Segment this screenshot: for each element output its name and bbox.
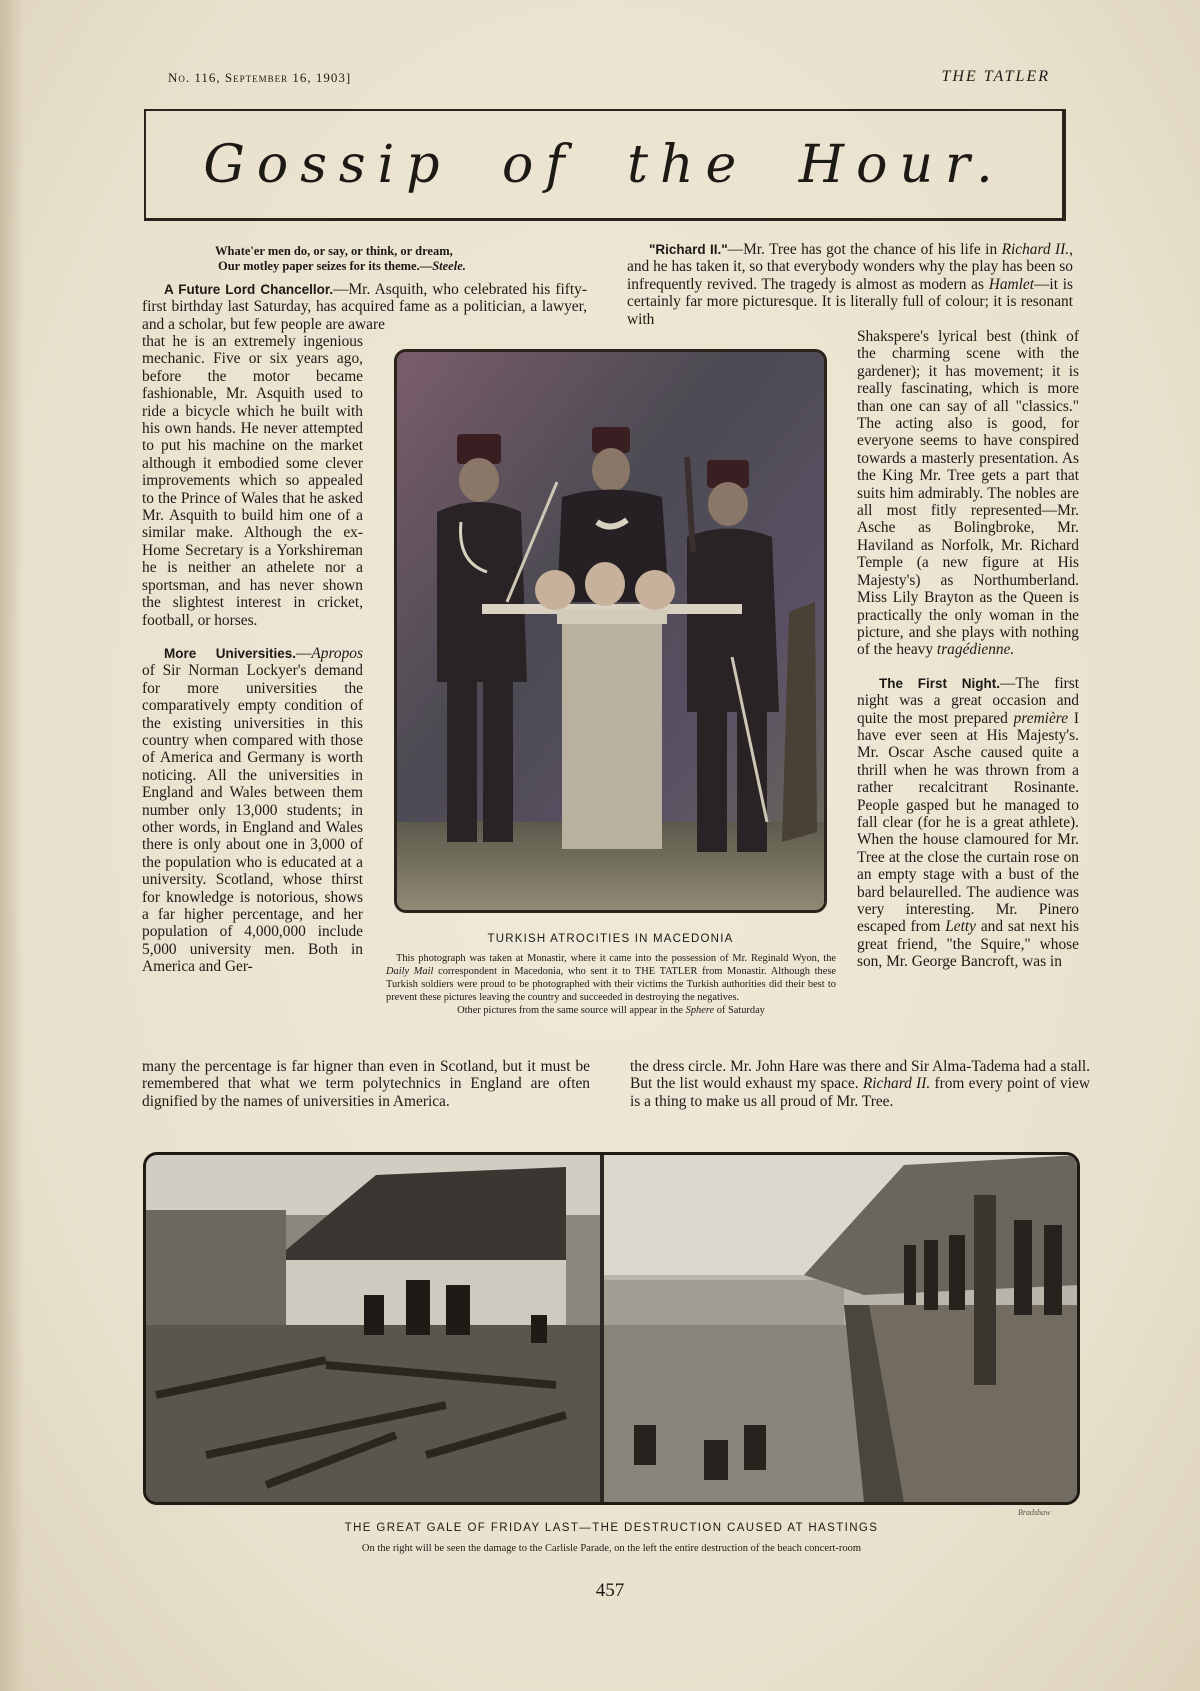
photo-credit: Bradshaw: [1018, 1508, 1051, 1517]
right-article-2: The First Night.—The first night was a great occasion and quite the most prepared première I have ever seen at His Majesty's. Mr. Oscar Asche caused quite a thrill when he was thrown from a rather recalcitrant Rosinante. People gasped but he managed to fall clear (for he is a great athlete). When the house clamoured for Mr. Tree at the close the curtain rose on an empty stage with a bust of the bard belaurelled. The audience was very interesting. Mr. Pinero escaped from Letty and sat next his great friend, "the Squire," whose son, Mr. George Bancroft, was in: [857, 674, 1079, 971]
issue-date-header: No. 116, September 16, 1903]: [168, 70, 352, 85]
left-article-1-body: that he is an extremely ingenious mechanic. Five or six years ago, before the motor became fashionable, Mr. Asquith used to ride a bicycle which he built with his own hands. He never attempted to put his machine on the market although it embodied some clever improvements which so appealed to the Prince of Wales that he asked Mr. Asquith to build him one of a similar make. Although the ex-Home Secretary is a Yorkshireman he is neither an athelete nor a sportsman, and has never shown the slightest interest in cricket, football, or horses.: [142, 333, 363, 629]
page-edge: [0, 0, 24, 1691]
magazine-name-header: THE TATLER: [941, 68, 1050, 85]
right-column-narrow: [857, 328, 1079, 971]
left-article-1-intro: A Future Lord Chancellor.—Mr. Asquith, who celebrated his fifty-first birthday last Saturday, has acquired fame as a politician, a lawyer, and a scholar, but few people are aware: [142, 281, 587, 333]
epigraph-line-1: Whate'er men do, or say, or think, or dream,: [215, 244, 453, 258]
soldiers-illustration: [397, 352, 824, 910]
section-heading-more-universities: More Universities.: [164, 645, 297, 661]
concert-room-ruins-photo: [146, 1155, 600, 1502]
left-column-narrow: [142, 333, 363, 976]
right-article-2-end: the dress circle. Mr. John Hare was there and Sir Alma-Tadema had a stall. But the list would exhaust my space. Richard II. from every point of view is a thing to make us all proud of Mr. Tree.: [630, 1058, 1090, 1110]
photo-caption: This photograph was taken at Monastir, where it came into the possession of Mr. Reginald Wyon, the Daily Mail correspondent in Macedonia, who sent it to THE TATLER from Monastir. Although these Turkish soldiers were proud to be photographed with their victims the Turkish authorities did their best to prevent these pictures leaving the country and succeeded in destroying the negatives. Other pictures from the same source will appear in the Sphere of Saturday: [386, 953, 836, 1016]
section-heading-first-night: The First Night.: [879, 675, 1001, 691]
section-heading-future-lord-chancellor: A Future Lord Chancellor.: [164, 282, 334, 297]
epigraph-line-2: Our motley paper seizes for its theme.—Steele.: [218, 259, 466, 273]
page-title: Gossip of the Hour.: [203, 134, 1005, 195]
carlisle-parade-damage-photo: [604, 1155, 1080, 1502]
right-article-1-intro: "Richard II."—Mr. Tree has got the chance of his life in Richard II., and he has taken it, so that everybody wonders why the play has been so infrequently revived. The tragedy is almost as modern as Hamlet—it is certainly far more picturesque. It is literally full of colour; it is resonant with: [627, 241, 1073, 328]
hastings-gale-photos: [143, 1152, 1080, 1505]
bottom-caption: On the right will be seen the damage to the Carlisle Parade, on the left the entire destruction of the beach concert-room: [361, 1543, 862, 1554]
left-article-2-end: many the percentage is far higner than even in Scotland, but it must be remembered that what we term polytechnics in England are often dignified by the names of universities in America.: [142, 1058, 590, 1110]
bottom-caption-title: THE GREAT GALE OF FRIDAY LAST—THE DESTRUCTION CAUSED AT HASTINGS: [344, 1522, 879, 1534]
turkish-soldiers-photo: [394, 349, 827, 913]
page-number: 457: [595, 1580, 625, 1601]
epigraph-attribution: Steele.: [432, 259, 466, 273]
right-article-1-body: Shakspere's lyrical best (think of the charming scene with the gardener); it has movement; it is really fascinating, which is more than one can say of all "classics." The acting also is good, for everyone seems to have conspired towards a masterly presentation. As the King Mr. Tree gets a part that suits him admirably. The nobles are all most fitly represented—Mr. Asche as Bolingbroke, Mr. Haviland as Norfolk, Mr. Richard Temple (a new figure at His Majesty's) as Northumberland. Miss Lily Brayton as the Queen is practically the only woman in the picture, and she plays with nothing of the heavy tragédienne.: [857, 328, 1079, 659]
section-heading-richard-ii: "Richard II.": [649, 242, 728, 257]
left-article-2: More Universities.—Apropos of Sir Norman Lockyer's demand for more universities the comparatively empty condition of the existing universities in this country when compared with those of America and Germany is worth noticing. All the universities in England and Wales between them number only 13,000 students; in other words, in England and Wales there is only about one in 3,000 of the population who is educated at a university. Scotland, whose thirst for knowledge is notorious, shows a far higher percentage, and her population of 4,000,000 include 5,000 university men. Both in America and Ger-: [142, 644, 363, 976]
epigraph: [215, 244, 525, 274]
photo-caption-title: TURKISH ATROCITIES IN MACEDONIA: [487, 933, 734, 945]
title-box: [144, 109, 1066, 221]
